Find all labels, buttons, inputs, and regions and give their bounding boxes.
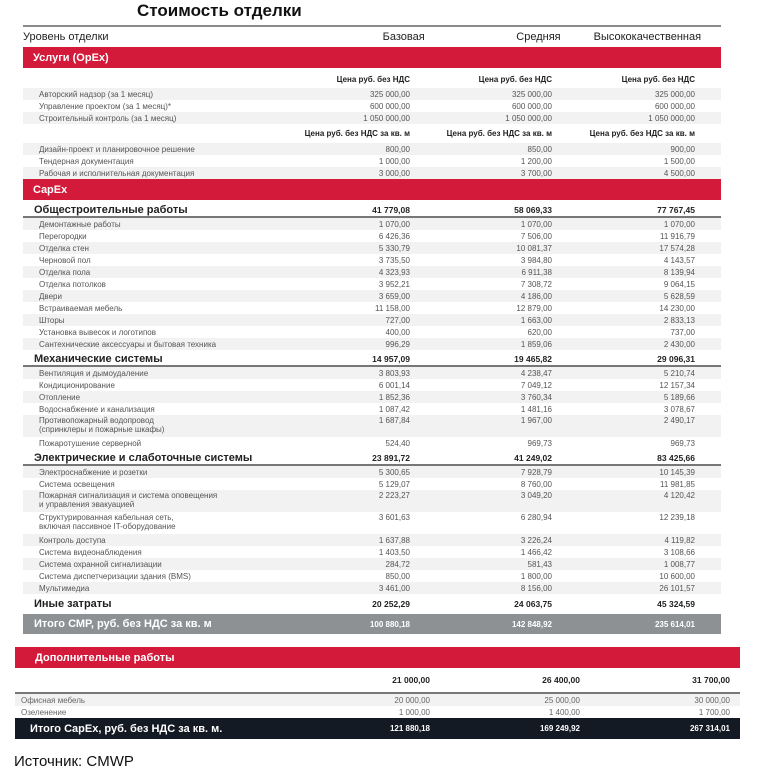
cell-medium: 8 156,00 xyxy=(520,583,552,593)
col-head: Цена руб. без НДС xyxy=(478,75,552,84)
opex-sqm-column-head xyxy=(23,124,721,143)
cell-basic: 6 426,36 xyxy=(378,231,410,241)
smr-total-label: Итого СМР, руб. без НДС за кв. м xyxy=(34,618,212,630)
cell-basic: 5 330,79 xyxy=(378,243,410,253)
cell-basic: 5 129,07 xyxy=(378,479,410,489)
section-label: Иные затраты xyxy=(34,597,112,610)
cell-basic: 1 687,84 xyxy=(378,416,410,425)
row-label-line: и управления эвакуацией xyxy=(39,500,135,509)
cell-premium: 4 120,42 xyxy=(663,491,695,500)
row-label: Перегородки xyxy=(39,231,87,241)
cell-medium: 620,00 xyxy=(527,327,552,337)
table-row xyxy=(23,478,721,490)
cell-basic: 2 223,27 xyxy=(378,491,410,500)
row-label: Управление проектом (за 1 месяц)* xyxy=(39,101,172,111)
row-label: Отопление xyxy=(39,392,81,402)
section-subtotal-row xyxy=(23,451,721,466)
table-row xyxy=(23,379,721,391)
cell-medium: 1 200,00 xyxy=(520,156,552,166)
row-label xyxy=(23,416,320,434)
cell-basic: 3 952,21 xyxy=(378,279,410,289)
subtotal-medium: 24 063,75 xyxy=(514,598,552,609)
row-label: Система охранной сигнализации xyxy=(39,559,162,569)
row-label: Строительный контроль (за 1 месяц) xyxy=(39,113,177,123)
row-label: Мультимедиа xyxy=(39,583,90,593)
section-label: Электрические и слаботочные системы xyxy=(34,451,253,464)
section-subtotal-row xyxy=(23,352,721,367)
additional-total-medium: 26 400,00 xyxy=(542,675,580,685)
table-row xyxy=(23,546,721,558)
cell-basic: 1 087,42 xyxy=(378,404,410,414)
cell-medium: 1 859,06 xyxy=(520,339,552,349)
row-label: Отделка пола xyxy=(39,267,91,277)
table-row xyxy=(23,570,721,582)
subtotal-medium: 19 465,82 xyxy=(514,353,552,364)
row-label xyxy=(23,513,320,531)
cell-medium: 6 911,38 xyxy=(521,267,552,277)
row-label-line: Противопожарный водопровод xyxy=(39,416,154,425)
row-label: Дизайн-проект и планировочное решение xyxy=(39,144,195,154)
row-label-line: (спринклеры и пожарные шкафы) xyxy=(39,425,165,434)
table-row xyxy=(23,326,721,338)
additional-total-premium: 31 700,00 xyxy=(692,675,730,685)
cell-premium: 17 574,28 xyxy=(659,243,695,253)
row-label: Шторы xyxy=(39,315,65,325)
subtotal-basic: 41 779,08 xyxy=(372,204,410,215)
cell-premium: 2 430,00 xyxy=(663,339,695,349)
subtotal-basic: 23 891,72 xyxy=(372,452,410,463)
cell-basic: 5 300,65 xyxy=(378,467,410,477)
table-row xyxy=(23,242,721,254)
table-row xyxy=(15,694,740,706)
cell-premium: 1 700,00 xyxy=(698,707,730,717)
table-row xyxy=(23,512,721,534)
cell-basic: 1 000,00 xyxy=(398,707,430,717)
table-row xyxy=(23,266,721,278)
row-label: Электроснабжение и розетки xyxy=(39,467,148,477)
cell-premium: 10 600,00 xyxy=(659,571,695,581)
subtotal-premium: 45 324,59 xyxy=(657,598,695,609)
table-row xyxy=(23,437,721,449)
row-label: Установка вывесок и логотипов xyxy=(39,327,156,337)
cell-premium: 2 490,17 xyxy=(663,416,695,425)
cell-medium: 1 070,00 xyxy=(520,219,552,229)
cell-premium: 2 833,13 xyxy=(663,315,695,325)
cell-premium: 1 070,00 xyxy=(663,219,695,229)
cell-medium: 325 000,00 xyxy=(511,89,552,99)
table-row xyxy=(23,143,721,155)
cell-medium: 6 280,94 xyxy=(520,513,552,522)
capex-total-label: Итого CapEx, руб. без НДС за кв. м. xyxy=(30,722,223,735)
cell-basic: 800,00 xyxy=(385,144,410,154)
section-label: Механические системы xyxy=(34,352,163,365)
row-label: Демонтажные работы xyxy=(39,219,121,229)
cell-basic: 727,00 xyxy=(385,315,410,325)
cell-medium: 969,73 xyxy=(527,438,552,448)
cell-premium: 737,00 xyxy=(670,327,695,337)
header-row xyxy=(23,27,721,47)
cell-medium: 10 081,37 xyxy=(516,243,552,253)
col-head: Цена руб. без НДС xyxy=(336,75,410,84)
cell-medium: 1 050 000,00 xyxy=(505,113,552,123)
table-row xyxy=(23,403,721,415)
cell-basic: 996,29 xyxy=(385,339,410,349)
cell-medium: 4 186,00 xyxy=(520,291,552,301)
row-label: Офисная мебель xyxy=(21,695,86,705)
smr-total-premium: 235 614,01 xyxy=(654,619,695,629)
additional-total-basic: 21 000,00 xyxy=(392,675,430,685)
cell-basic: 284,72 xyxy=(385,559,410,569)
cell-premium: 4 119,82 xyxy=(664,535,695,545)
opex-monthly-column-head xyxy=(23,71,721,88)
row-label: Рабочая и исполнительная документация xyxy=(39,168,195,178)
smr-total-row xyxy=(23,614,721,634)
subtotal-premium: 29 096,31 xyxy=(657,353,695,364)
cell-medium: 600 000,00 xyxy=(511,101,552,111)
cell-basic: 3 659,00 xyxy=(378,291,410,301)
cell-medium: 1 400,00 xyxy=(548,707,580,717)
cell-premium: 12 239,18 xyxy=(659,513,695,522)
cell-premium: 1 050 000,00 xyxy=(648,113,695,123)
cell-medium: 7 506,00 xyxy=(520,231,552,241)
row-label: Водоснабжение и канализация xyxy=(39,404,155,414)
cell-medium: 1 481,16 xyxy=(520,404,552,414)
cell-premium: 26 101,57 xyxy=(659,583,695,593)
smr-total-medium: 142 848,92 xyxy=(511,619,552,629)
table-row xyxy=(23,466,721,478)
cell-premium: 11 916,79 xyxy=(660,231,695,241)
cell-medium: 850,00 xyxy=(527,144,552,154)
cell-basic: 11 158,00 xyxy=(375,303,410,313)
cell-premium: 8 139,94 xyxy=(663,267,695,277)
cell-basic: 1 637,88 xyxy=(378,535,410,545)
cell-premium: 9 064,15 xyxy=(663,279,695,289)
table-row xyxy=(23,155,721,167)
table-row xyxy=(23,302,721,314)
cell-medium: 12 879,00 xyxy=(516,303,552,313)
cell-premium: 12 157,34 xyxy=(659,380,695,390)
row-label: Тендерная документация xyxy=(39,156,134,166)
cell-premium: 5 628,59 xyxy=(663,291,695,301)
cell-basic: 6 001,14 xyxy=(378,380,410,390)
cell-medium: 581,43 xyxy=(527,559,552,569)
col-head: Цена руб. без НДС за кв. м xyxy=(446,129,552,138)
row-label: Система освещения xyxy=(39,479,115,489)
subtotal-basic: 20 252,29 xyxy=(372,598,410,609)
cell-medium: 3 760,34 xyxy=(520,392,552,402)
capex-section-bar: CapEx xyxy=(23,179,721,200)
row-label xyxy=(23,491,320,509)
row-label-line: включая пассивное IT-оборудование xyxy=(39,522,176,531)
table-row xyxy=(23,415,721,437)
row-label: Система видеонаблюдения xyxy=(39,547,142,557)
cell-basic: 325 000,00 xyxy=(369,89,410,99)
cell-medium: 1 967,00 xyxy=(520,416,552,425)
cell-basic: 20 000,00 xyxy=(394,695,430,705)
subtotal-premium: 83 425,66 xyxy=(657,452,695,463)
cell-premium: 325 000,00 xyxy=(654,89,695,99)
cell-medium: 3 700,00 xyxy=(520,168,552,178)
cell-premium: 5 210,74 xyxy=(663,368,695,378)
cell-basic: 1 070,00 xyxy=(378,219,410,229)
col-head: Цена руб. без НДС за кв. м xyxy=(589,129,695,138)
cell-premium: 3 108,66 xyxy=(663,547,695,557)
cell-premium: 10 145,39 xyxy=(659,467,695,477)
page-title: Стоимость отделки xyxy=(137,1,302,20)
additional-works-table xyxy=(15,647,740,739)
section-rows xyxy=(23,466,721,594)
capex-total-row xyxy=(15,718,740,739)
cell-basic: 1 050 000,00 xyxy=(363,113,410,123)
additional-section-bar: Дополнительные работы xyxy=(15,647,740,668)
table-row xyxy=(23,167,721,179)
row-label: Встраиваемая мебель xyxy=(39,303,123,313)
cell-medium: 8 760,00 xyxy=(520,479,552,489)
cell-premium: 5 189,66 xyxy=(663,392,695,402)
row-label: Сантехнические аксессуары и бытовая техника xyxy=(39,339,217,349)
capex-total-medium: 169 249,92 xyxy=(539,724,580,733)
smr-total-basic: 100 880,18 xyxy=(369,619,410,629)
cell-basic: 3 601,63 xyxy=(378,513,410,522)
header-col-basic: Базовая xyxy=(382,31,425,43)
source-note: Источник: CMWP xyxy=(14,753,134,770)
table-row xyxy=(23,290,721,302)
cell-basic: 3 461,00 xyxy=(378,583,410,593)
cell-basic: 3 000,00 xyxy=(378,168,410,178)
table-row xyxy=(23,558,721,570)
header-col-medium: Средняя xyxy=(516,31,561,43)
cell-medium: 7 049,12 xyxy=(520,380,552,390)
cell-premium: 900,00 xyxy=(670,144,695,154)
cell-premium: 4 143,57 xyxy=(663,255,695,265)
opex-section-bar: Услуги (OpEx) xyxy=(23,47,721,68)
cell-basic: 4 323,93 xyxy=(378,267,410,277)
cell-premium: 969,73 xyxy=(670,438,695,448)
col-head: Цена руб. без НДС за кв. м xyxy=(304,129,410,138)
table-row xyxy=(23,218,721,230)
cell-basic: 3 803,93 xyxy=(378,368,410,378)
cell-medium: 1 466,42 xyxy=(520,547,552,557)
table-row xyxy=(23,490,721,512)
row-label: Вентиляция и дымоудаление xyxy=(39,368,149,378)
table-row xyxy=(23,230,721,242)
table-row xyxy=(23,278,721,290)
cell-premium: 1 008,77 xyxy=(663,559,695,569)
table-row xyxy=(23,100,721,112)
table-row xyxy=(23,88,721,100)
cell-premium: 1 500,00 xyxy=(663,156,695,166)
cell-premium: 14 230,00 xyxy=(659,303,695,313)
subtotal-basic: 14 957,09 xyxy=(372,353,410,364)
cell-premium: 30 000,00 xyxy=(694,695,730,705)
capex-total-premium: 267 314,01 xyxy=(689,724,730,733)
cell-medium: 3 984,80 xyxy=(520,255,552,265)
section-rows xyxy=(23,367,721,449)
cell-medium: 1 800,00 xyxy=(520,571,552,581)
row-label: Кондиционирование xyxy=(39,380,115,390)
additional-totals-row xyxy=(15,668,740,694)
section-label: Общестроительные работы xyxy=(34,203,188,216)
section-rows xyxy=(23,218,721,350)
cell-basic: 3 735,50 xyxy=(378,255,410,265)
cell-medium: 3 049,20 xyxy=(520,491,552,500)
cell-basic: 1 000,00 xyxy=(378,156,410,166)
cell-medium: 3 226,24 xyxy=(520,535,552,545)
col-head: Цена руб. без НДС xyxy=(621,75,695,84)
row-label: Двери xyxy=(39,291,62,301)
cell-medium: 25 000,00 xyxy=(544,695,580,705)
table-row xyxy=(23,314,721,326)
row-label: Отделка стен xyxy=(39,243,89,253)
table-row xyxy=(23,338,721,350)
table-row xyxy=(23,112,721,124)
table-row xyxy=(23,367,721,379)
cell-basic: 600 000,00 xyxy=(369,101,410,111)
row-label: Авторский надзор (за 1 месяц) xyxy=(39,89,153,99)
row-label: Система диспетчеризации здания (BMS) xyxy=(39,571,191,581)
cell-basic: 524,40 xyxy=(385,438,410,448)
cell-premium: 11 981,85 xyxy=(660,479,695,489)
row-label-line: Пожарная сигнализация и система оповещения xyxy=(39,491,218,500)
cell-premium: 4 500,00 xyxy=(663,168,695,178)
header-col-premium: Высококачественная xyxy=(593,31,702,43)
table-row xyxy=(23,582,721,594)
row-label: Озеленение xyxy=(21,707,67,717)
subtotal-medium: 58 069,33 xyxy=(514,204,552,215)
header-label: Уровень отделки xyxy=(23,31,109,43)
cell-premium: 3 078,67 xyxy=(663,404,695,414)
cell-basic: 1 403,50 xyxy=(378,547,410,557)
capex-total-basic: 121 880,18 xyxy=(389,724,430,733)
cell-premium: 600 000,00 xyxy=(654,101,695,111)
subtotal-medium: 41 249,02 xyxy=(514,452,552,463)
cell-medium: 7 308,72 xyxy=(520,279,552,289)
row-label: Черновой пол xyxy=(39,255,91,265)
row-label: Пожаротушение серверной xyxy=(39,438,142,448)
table-row xyxy=(23,391,721,403)
finishing-cost-table xyxy=(23,25,721,634)
row-label: Отделка потолков xyxy=(39,279,106,289)
table-row xyxy=(23,534,721,546)
cell-medium: 7 928,79 xyxy=(520,467,552,477)
cell-medium: 1 663,00 xyxy=(520,315,552,325)
cell-basic: 850,00 xyxy=(385,571,410,581)
cell-basic: 1 852,36 xyxy=(378,392,410,402)
cell-medium: 4 238,47 xyxy=(520,368,552,378)
section-subtotal-row xyxy=(23,203,721,218)
table-row xyxy=(15,706,740,718)
row-label: Контроль доступа xyxy=(39,535,106,545)
table-row xyxy=(23,254,721,266)
section-subtotal-row xyxy=(23,596,721,611)
cell-basic: 400,00 xyxy=(385,327,410,337)
row-label-line: Структурированная кабельная сеть, xyxy=(39,513,174,522)
subtotal-premium: 77 767,45 xyxy=(657,204,695,215)
